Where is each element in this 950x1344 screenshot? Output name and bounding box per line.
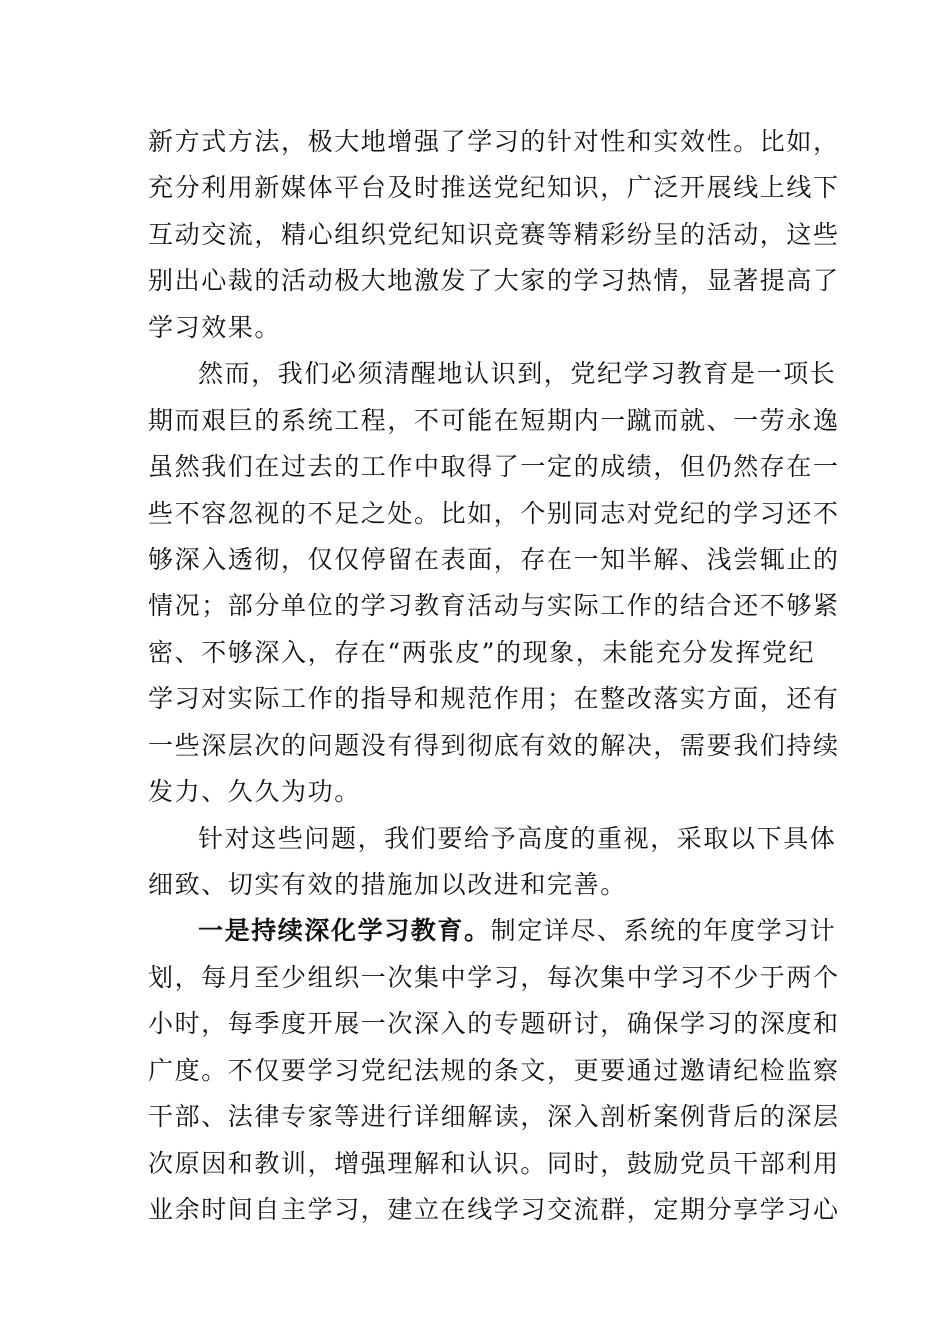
text-line: 广度。不仅要学习党纪法规的条文，更要通过邀请纪检监察 — [148, 1055, 840, 1085]
text-line: 虽然我们在过去的工作中取得了一定的成绩，但仍然存在一 — [148, 452, 840, 482]
section-heading-one: 一是持续深化学习教育。 — [198, 916, 491, 946]
paragraph-start: 然而，我们必须清醒地认识到，党纪学习教育是一项长 — [198, 359, 837, 389]
text-line: 期而艰巨的系统工程，不可能在短期内一蹴而就、一劳永逸 — [148, 405, 840, 435]
body-text — [148, 119, 840, 1234]
text-line: 细致、切实有效的措施加以改进和完善。 — [148, 870, 627, 899]
text-line: 情况；部分单位的学习教育活动与实际工作的结合还不够紧 — [148, 591, 840, 621]
text-line: 充分利用新媒体平台及时推送党纪知识，广泛开展线上线下 — [148, 173, 840, 203]
text-line: 一些深层次的问题没有得到彻底有效的解决，需要我们持续 — [148, 730, 840, 760]
text-line: 小时，每季度开展一次深入的专题研讨，确保学习的深度和 — [148, 1009, 840, 1039]
text-line: 发力、久久为功。 — [148, 777, 361, 807]
text-line: 些不容忽视的不足之处。比如，个别同志对党纪的学习还不 — [148, 498, 840, 528]
paragraph-start-heading — [148, 908, 837, 954]
text-line: 够深入透彻，仅仅停留在表面，存在一知半解、浅尝辄止的 — [148, 544, 840, 574]
text-line: 新方式方法，极大地增强了学习的针对性和实效性。比如， — [148, 127, 840, 156]
text-run: 制定详尽、系统的年度学习计 — [490, 916, 837, 946]
paragraph-start: 针对这些问题，我们要给予高度的重视，采取以下具体 — [198, 823, 837, 853]
text-line: 学习对实际工作的指导和规范作用；在整改落实方面，还有 — [148, 684, 840, 714]
text-line: 密、不够深入，存在“两张皮”的现象，未能充分发挥党纪 — [148, 637, 816, 667]
text-line: 业余时间自主学习，建立在线学习交流群，定期分享学习心 — [148, 1195, 840, 1225]
text-line: 学习效果。 — [148, 312, 282, 342]
text-line: 划，每月至少组织一次集中学习，每次集中学习不少于两个 — [148, 962, 840, 992]
text-line: 次原因和教训，增强理解和认识。同时，鼓励党员干部利用 — [148, 1148, 840, 1178]
text-line: 干部、法律专家等进行详细解读，深入剖析案例背后的深层 — [148, 1102, 840, 1132]
text-line: 互动交流，精心组织党纪知识竞赛等精彩纷呈的活动，这些 — [148, 219, 840, 249]
text-line: 别出心裁的活动极大地激发了大家的学习热情，显著提高了 — [148, 266, 840, 296]
